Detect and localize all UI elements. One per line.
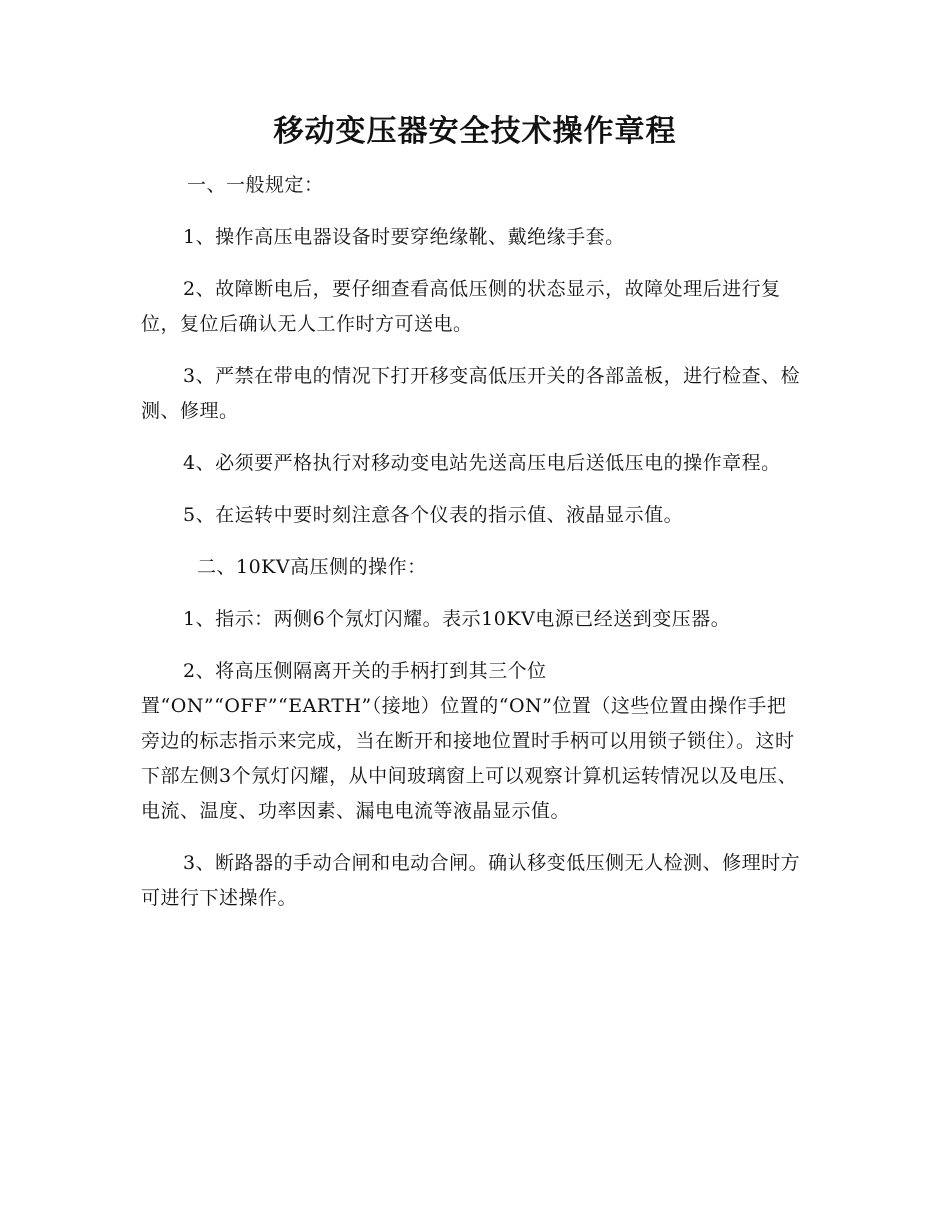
paragraph-rule-4: 4、必须要严格执行对移动变电站先送高压电后送低压电的操作章程。 bbox=[183, 452, 781, 474]
paragraph-rule-3: 3、严禁在带电的情况下打开移变高低压开关的各部盖板，进行检查、检测、修理。 bbox=[141, 365, 801, 422]
paragraph-hv-2: 2、将高压侧隔离开关的手柄打到其三个位置“ON”“OFF”“EARTH”（接地）位置的“ON”位置（这些位置由操作手把旁边的标志指示来完成，当在断开和接地位置时手柄可以用锁子锁住）。这时下部左侧3个氖灯闪耀，从中间玻璃窗上可以观察计算机运转情况以及电压、电流、温度、功率因素、漏电电流等液晶显示值。 bbox=[141, 660, 798, 822]
paragraph-rule-5: 5、在运转中要时刻注意各个仪表的指示值、液晶显示值。 bbox=[183, 504, 684, 526]
section-heading-high-voltage: 二、10KV高压侧的操作： bbox=[197, 556, 427, 578]
paragraph-hv-1: 1、指示：两侧6个氖灯闪耀。表示10KV电源已经送到变压器。 bbox=[183, 608, 731, 630]
paragraph-rule-1: 1、操作高压电器设备时要穿绝缘靴、戴绝缘手套。 bbox=[183, 226, 625, 248]
section-heading-general: 一、一般规定： bbox=[187, 174, 324, 196]
page-title: 移动变压器安全技术操作章程 bbox=[273, 114, 677, 149]
paragraph-hv-3: 3、断路器的手动合闸和电动合闸。确认移变低压侧无人检测、修理时方可进行下述操作。 bbox=[141, 852, 801, 909]
paragraph-rule-2: 2、故障断电后，要仔细查看高低压侧的状态显示，故障处理后进行复位，复位后确认无人工作时方可送电。 bbox=[141, 278, 781, 335]
document-body bbox=[141, 168, 805, 916]
